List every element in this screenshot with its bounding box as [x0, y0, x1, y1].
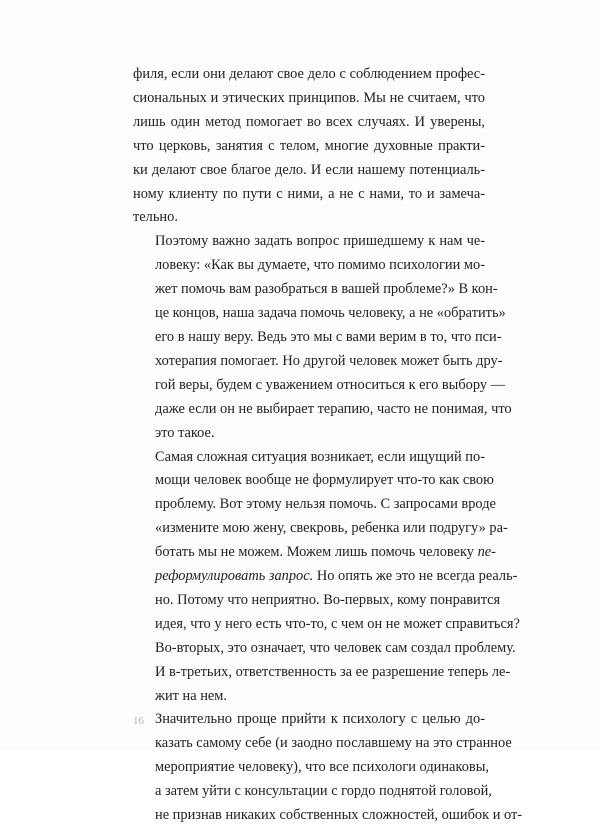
text-line: филя, если они делают свое дело с соблюдением профес-	[133, 66, 485, 82]
text-segment: ботать мы не можем. Можем лишь помочь человеку	[155, 544, 474, 561]
text-line: це концов, наша задача помочь человеку, а не «обратить»	[155, 305, 506, 322]
text-line: тельно.	[133, 209, 178, 226]
body-text	[133, 63, 523, 828]
text-line-with-italic	[133, 565, 518, 589]
text-line: казать самому себе (и заодно пославшему на это странное	[155, 735, 512, 752]
text-line: Во-вторых, это означает, что человек сам создал проблему.	[155, 639, 516, 656]
text-line: ному клиенту по пути с ними, а не с нами, то и замеча-	[133, 185, 485, 202]
text-line: идея, что у него есть что-то, с чем он не может справиться?	[155, 615, 520, 632]
text-line: жет помочь вам разобраться в вашей проблеме?» В кон-	[155, 281, 498, 298]
text-line: сиональных и этических принципов. Мы не считаем, что	[133, 89, 485, 106]
text-line: Самая сложная ситуация возникает, если ищущий по-	[155, 448, 485, 465]
text-line: но. Потому что неприятно. Во-первых, кому понравится	[155, 591, 501, 608]
text-line: «измените мою жену, свекровь, ребенка или подругу» ра-	[155, 520, 508, 537]
text-line: мероприятие человеку), что все психологи одинаковы,	[155, 759, 489, 776]
text-line: лишь один метод помогает во всех случаях. И уверены,	[133, 113, 485, 130]
text-line: Поэтому важно задать вопрос пришедшему к нам че-	[155, 233, 485, 250]
text-segment: Но опять же это не всегда реаль-	[316, 568, 518, 585]
text-line: хотерапия помогает. Но другой человек может быть дру-	[155, 352, 503, 369]
italic-term: пе-	[477, 544, 496, 561]
page-number: 16	[133, 715, 144, 727]
text-line: ки делают свое благое дело. И если нашему потенциаль-	[133, 161, 485, 178]
text-line: жит на нем.	[155, 687, 228, 704]
text-line: даже если он не выбирает терапию, часто не понимая, что	[155, 400, 512, 417]
paragraph-1	[133, 63, 485, 230]
italic-term: реформулировать запрос.	[155, 568, 314, 585]
paragraph-3	[133, 446, 520, 709]
text-line: И в-третьих, ответственность за ее разрешение теперь ле-	[155, 663, 511, 680]
text-line: мощи человек вообще не формулирует что-то как свою	[155, 472, 494, 489]
text-line: не признав никаких собственных сложностей, ошибок и от-	[155, 807, 523, 824]
text-line: а затем уйти с консультации с гордо поднятой головой,	[155, 783, 492, 800]
text-line: его в нашу веру. Ведь это мы с вами верим в то, что пси-	[155, 328, 502, 345]
text-line: ловеку: «Как вы думаете, что помимо психологии мо-	[155, 257, 485, 274]
text-line: что церковь, занятия с телом, многие духовные практи-	[133, 137, 485, 154]
text-line-with-italic	[133, 541, 496, 565]
text-line: гой веры, будем с уважением относиться к его выбору —	[155, 376, 506, 393]
text-line: это такое.	[155, 424, 215, 441]
text-line: Значительно проще прийти к психологу с целью до-	[155, 711, 485, 728]
paragraph-4	[133, 708, 523, 828]
paragraph-2	[133, 230, 512, 445]
text-line: проблему. Вот этому нельзя помочь. С запросами вроде	[155, 496, 496, 513]
